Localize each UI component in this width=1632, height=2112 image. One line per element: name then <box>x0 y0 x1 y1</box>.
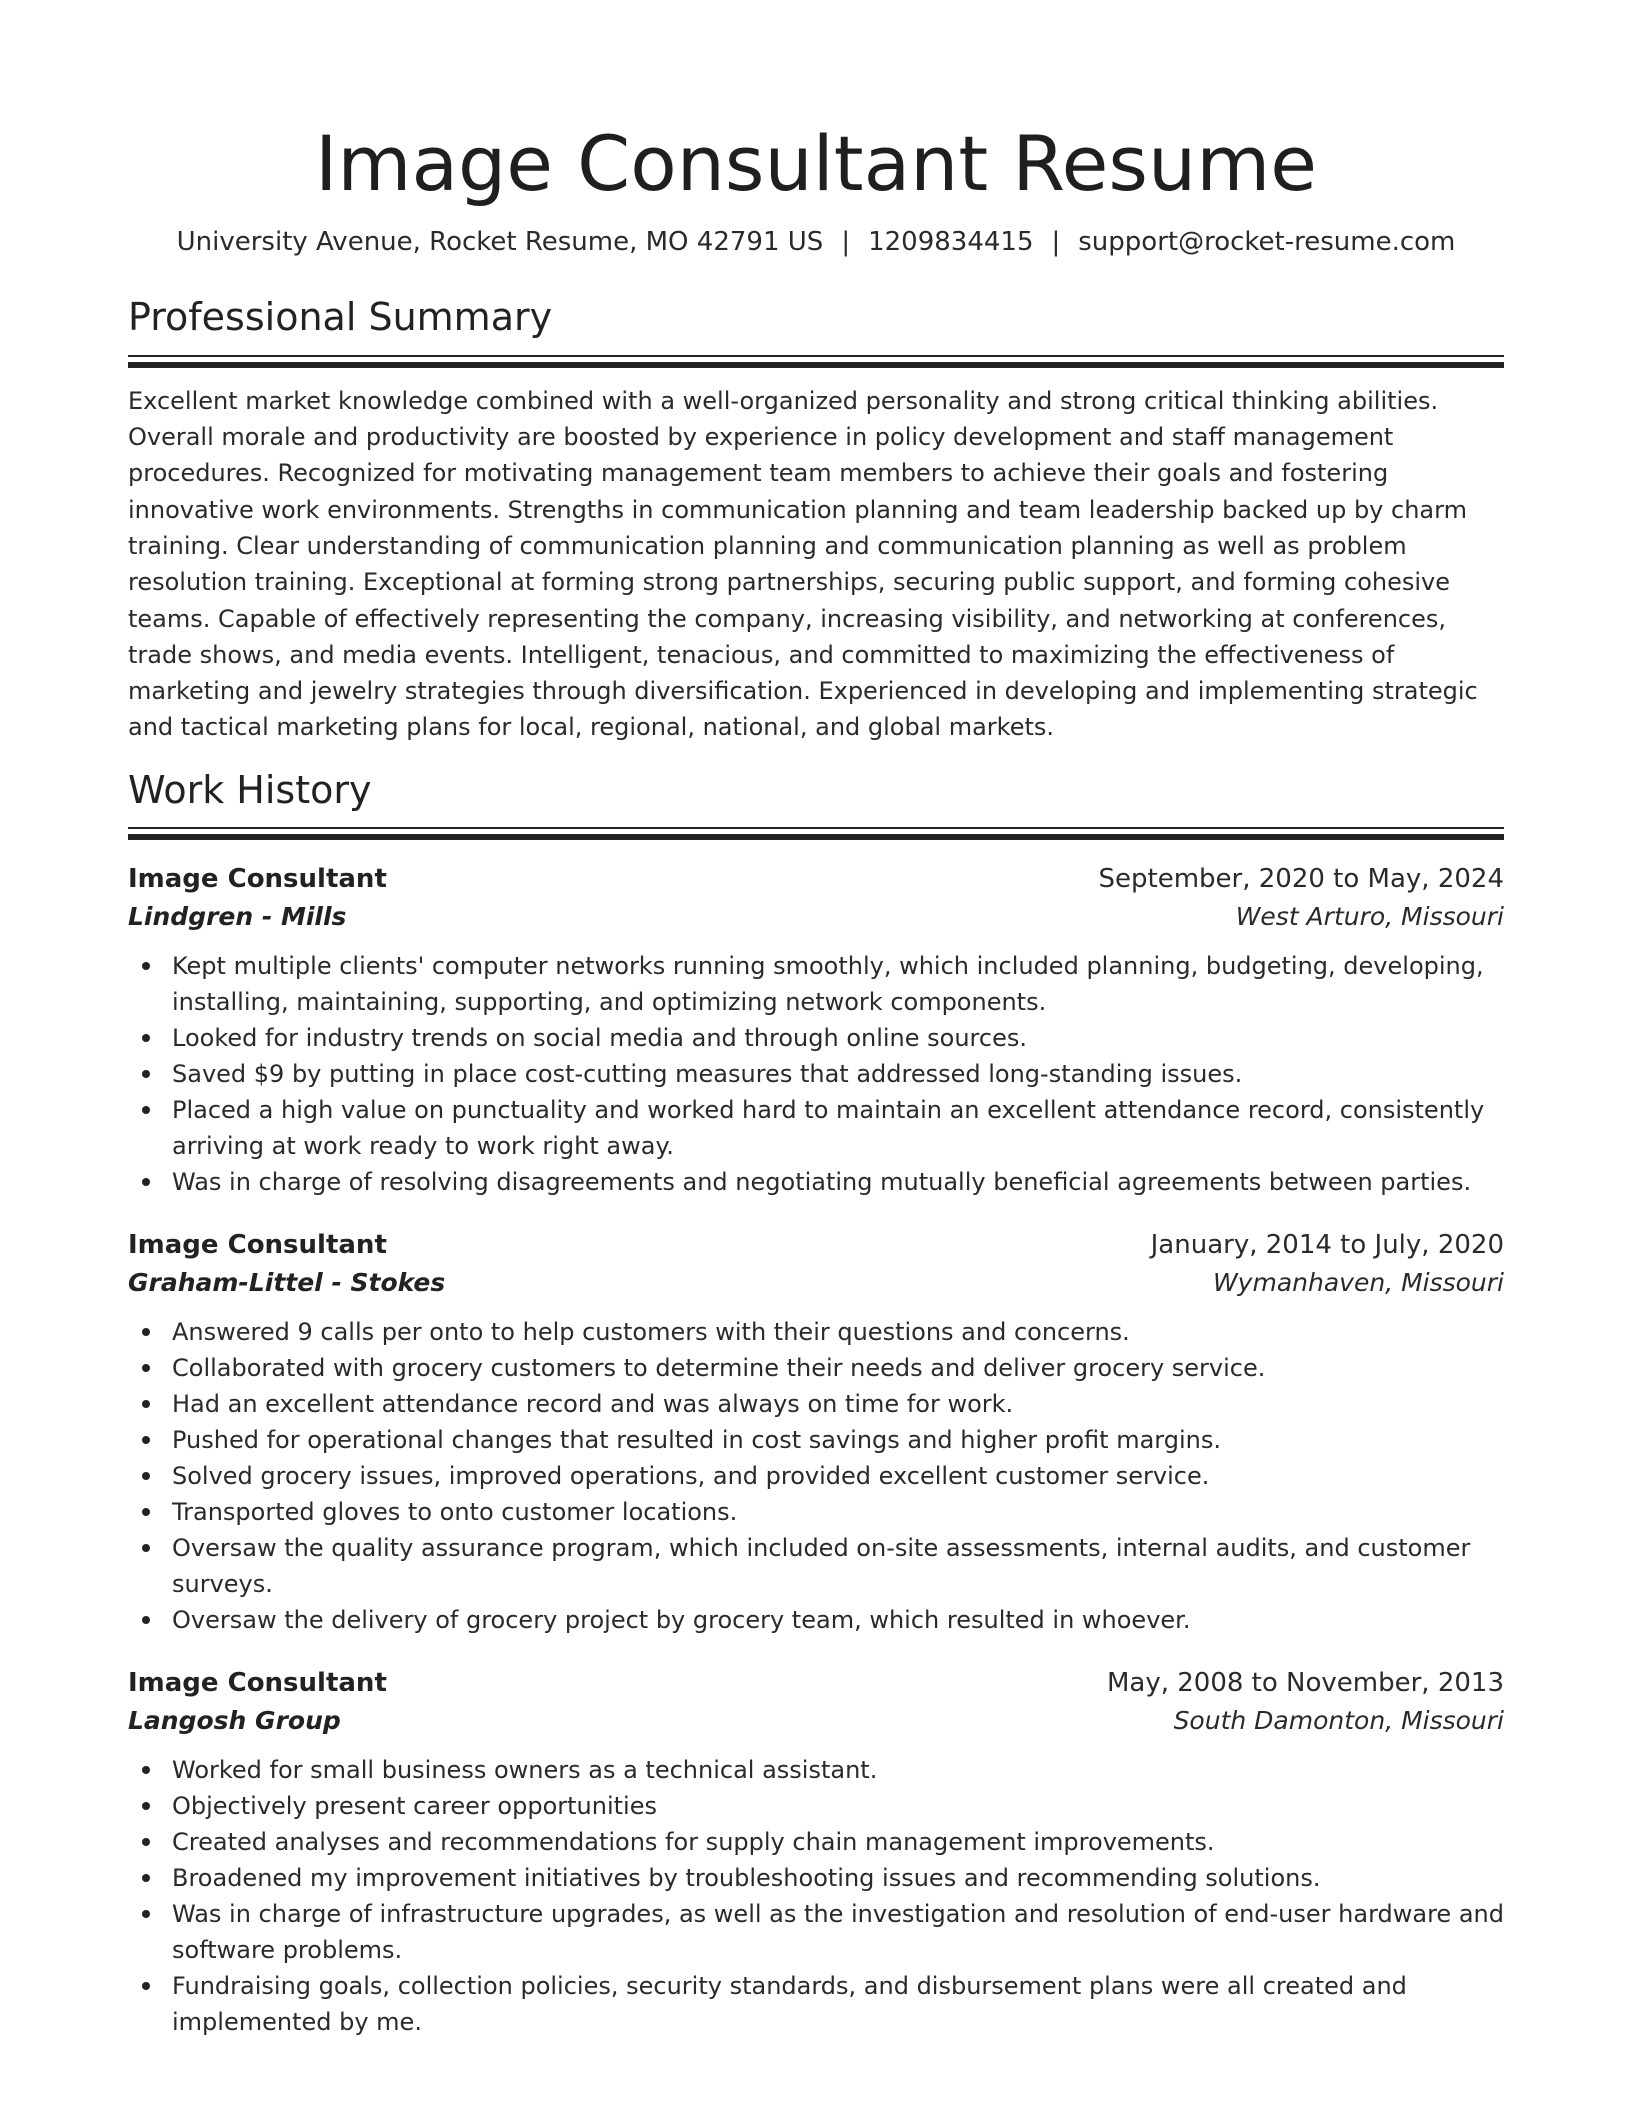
company-name: Langosh Group <box>128 1706 341 1736</box>
bullet-text: Looked for industry trends on social media and through online sources. <box>172 1024 1027 1053</box>
list-item <box>172 1896 1504 1968</box>
bullet-icon <box>142 1910 150 1918</box>
list-item <box>172 1602 1504 1638</box>
bullet-icon <box>142 1544 150 1552</box>
job-dates: January, 2014 to July, 2020 <box>1150 1230 1504 1261</box>
list-item <box>172 1530 1504 1602</box>
job-bullets <box>128 1752 1504 2040</box>
bullet-icon <box>142 1364 150 1372</box>
job-title: Image Consultant <box>128 864 387 895</box>
job-dates: May, 2008 to November, 2013 <box>1106 1668 1504 1699</box>
job-company-row <box>128 898 1504 936</box>
bullet-text: Had an excellent attendance record and was always on time for work. <box>172 1390 1014 1419</box>
bullet-text: Objectively present career opportunities <box>172 1792 657 1821</box>
bullet-text: Pushed for operational changes that resulted in cost savings and higher profit margins. <box>172 1426 1221 1455</box>
list-item <box>172 1092 1504 1164</box>
bullet-text: Answered 9 calls per onto to help customers with their questions and concerns. <box>172 1318 1130 1347</box>
job-location: Wymanhaven, Missouri <box>1212 1268 1504 1298</box>
job-entry <box>128 1664 1504 2040</box>
summary-heading: Professional Summary <box>128 295 553 340</box>
section-divider <box>128 827 1504 840</box>
bullet-text: Fundraising goals, collection policies, security standards, and disbursement plans were all created and implemented by me. <box>172 1972 1407 2037</box>
bullet-icon <box>142 1616 150 1624</box>
list-item <box>172 1422 1504 1458</box>
job-dates: September, 2020 to May, 2024 <box>1098 864 1504 895</box>
job-company-row <box>128 1702 1504 1740</box>
list-item <box>172 1494 1504 1530</box>
bullet-icon <box>142 1106 150 1114</box>
job-header-row <box>128 1226 1504 1264</box>
job-company-row <box>128 1264 1504 1302</box>
address: University Avenue, Rocket Resume, MO 42791 US <box>176 227 824 258</box>
bullet-icon <box>142 1802 150 1810</box>
list-item <box>172 1056 1504 1092</box>
list-item <box>172 1314 1504 1350</box>
bullet-icon <box>142 1400 150 1408</box>
list-item <box>172 1824 1504 1860</box>
bullet-text: Kept multiple clients' computer networks running smoothly, which included planning, budgeting, developing, installing, maintaining, supporting, and optimizing network components. <box>172 952 1484 1017</box>
bullet-text: Broadened my improvement initiatives by troubleshooting issues and recommending solutions. <box>172 1864 1321 1893</box>
bullet-text: Saved $9 by putting in place cost-cutting measures that addressed long-standing issues. <box>172 1060 1243 1089</box>
bullet-text: Was in charge of resolving disagreements and negotiating mutually beneficial agreements between parties. <box>172 1168 1472 1197</box>
bullet-text: Was in charge of infrastructure upgrades, as well as the investigation and resolution of end-user hardware and software problems. <box>172 1900 1504 1965</box>
bullet-icon <box>142 1508 150 1516</box>
company-name: Graham-Littel - Stokes <box>128 1268 446 1298</box>
job-title: Image Consultant <box>128 1668 387 1699</box>
list-item <box>172 1458 1504 1494</box>
list-item <box>172 1968 1504 2040</box>
list-item <box>172 1164 1504 1200</box>
job-header-row <box>128 1664 1504 1702</box>
list-item <box>172 1350 1504 1386</box>
bullet-text: Created analyses and recommendations for supply chain management improvements. <box>172 1828 1215 1857</box>
bullet-text: Transported gloves to onto customer locations. <box>172 1498 738 1527</box>
bullet-icon <box>142 962 150 970</box>
bullet-text: Collaborated with grocery customers to determine their needs and deliver grocery service. <box>172 1354 1266 1383</box>
work-history-heading: Work History <box>128 767 372 812</box>
summary-text: Excellent market knowledge combined with a well-organized personality and strong critical thinking abilities. Overall morale and productivity are boosted by experience in policy development and staff management procedures. Recognized for motivating management team members to achieve their goals and fostering innovative work environments. Strengths in communication planning and team leadership backed up by charm training. Clear understanding of communication planning and communication planning as well as problem resolution training. Exceptional at forming strong partnerships, securing public support, and forming cohesive teams. Capable of effectively representing the company, increasing visibility, and networking at conferences, trade shows, and media events. Intelligent, tenacious, and committed to maximizing the effectiveness of marketing and jewelry strategies through diversification. Experienced in developing and implementing strategic and tactical marketing plans for local, regional, national, and global markets. <box>128 386 1478 742</box>
section-divider <box>128 355 1504 368</box>
job-bullets <box>128 1314 1504 1638</box>
company-name: Lindgren - Mills <box>128 902 347 932</box>
job-list <box>128 860 1504 2040</box>
list-item <box>172 1386 1504 1422</box>
bullet-text: Placed a high value on punctuality and worked hard to maintain an excellent attendance record, consistently arriving at work ready to work right away. <box>172 1096 1485 1161</box>
page-title: Image Consultant Resume <box>315 119 1317 208</box>
list-item <box>172 1788 1504 1824</box>
job-entry <box>128 1226 1504 1638</box>
list-item <box>172 1752 1504 1788</box>
bullet-icon <box>142 1328 150 1336</box>
bullet-text: Oversaw the delivery of grocery project by grocery team, which resulted in whoever. <box>172 1606 1191 1635</box>
list-item <box>172 948 1504 1020</box>
bullet-icon <box>142 1070 150 1078</box>
bullet-icon <box>142 1034 150 1042</box>
job-location: West Arturo, Missouri <box>1235 902 1504 932</box>
job-entry <box>128 860 1504 1200</box>
contact-line <box>128 227 1504 257</box>
contact-separator: | <box>1051 227 1061 258</box>
bullet-icon <box>142 1982 150 1990</box>
bullet-text: Oversaw the quality assurance program, which included on-site assessments, internal audits, and customer surveys. <box>172 1534 1471 1599</box>
bullet-icon <box>142 1766 150 1774</box>
contact-separator: | <box>841 227 851 258</box>
job-bullets <box>128 948 1504 1200</box>
job-title: Image Consultant <box>128 1230 387 1261</box>
bullet-text: Worked for small business owners as a technical assistant. <box>172 1756 878 1785</box>
bullet-icon <box>142 1436 150 1444</box>
job-header-row <box>128 860 1504 898</box>
bullet-icon <box>142 1178 150 1186</box>
bullet-text: Solved grocery issues, improved operations, and provided excellent customer service. <box>172 1462 1210 1491</box>
bullet-icon <box>142 1472 150 1480</box>
resume-page <box>128 118 1504 2040</box>
email-link[interactable]: support@rocket-resume.com <box>1078 227 1456 258</box>
list-item <box>172 1860 1504 1896</box>
phone: 1209834415 <box>868 227 1034 258</box>
list-item <box>172 1020 1504 1056</box>
job-location: South Damonton, Missouri <box>1173 1706 1504 1736</box>
bullet-icon <box>142 1838 150 1846</box>
bullet-icon <box>142 1874 150 1882</box>
